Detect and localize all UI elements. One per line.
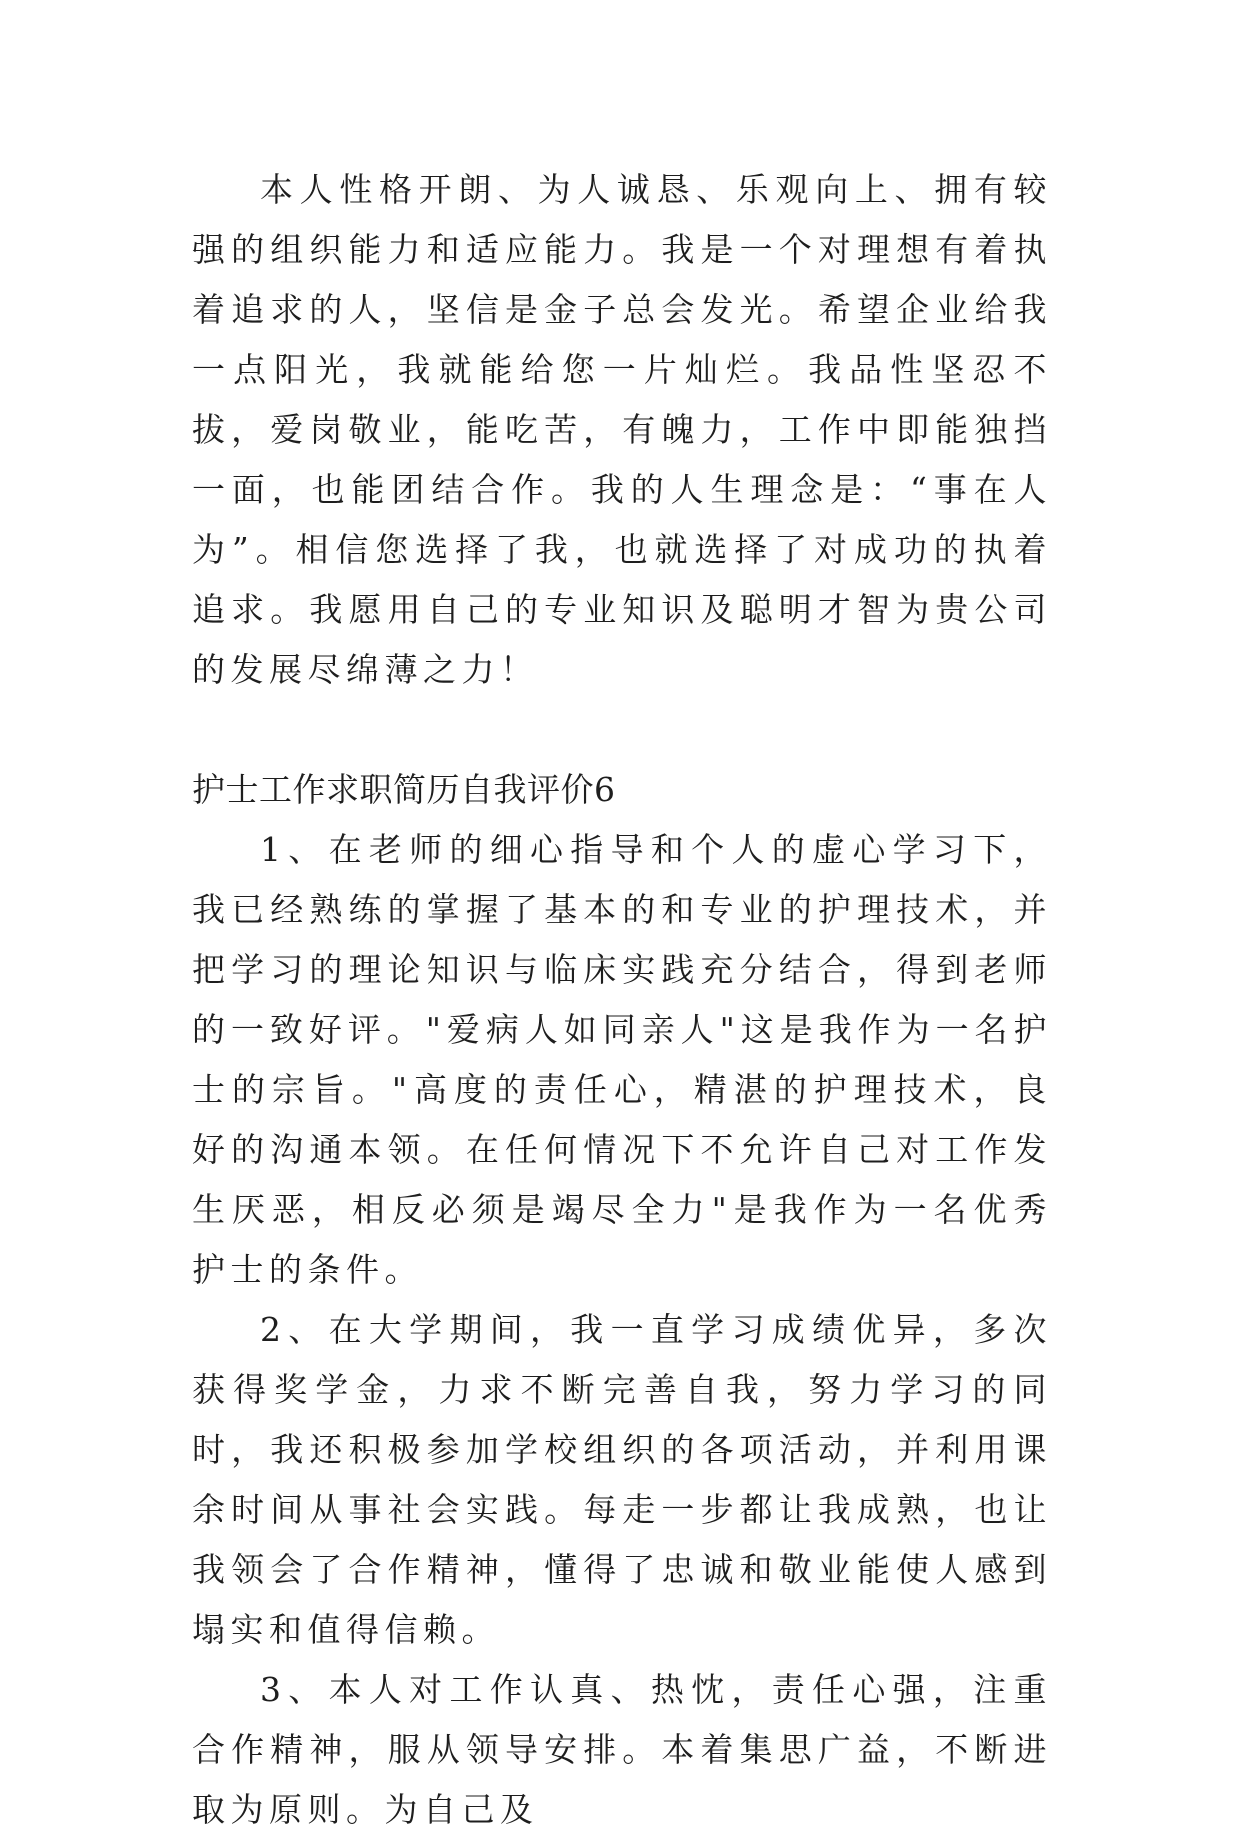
paragraph-self-evaluation: 本人性格开朗、为人诚恳、乐观向上、拥有较强的组织能力和适应能力。我是一个对理想有着执着追求的人，坚信是金子总会发光。希望企业给我一点阳光，我就能给您一片灿烂。我品性坚忍不拔，爱岗敬业，能吃苦，有魄力，工作中即能独挡一面，也能团结合作。我的人生理念是：“事在人为”。相信您选择了我，也就选择了对成功的执着追求。我愿用自己的专业知识及聪明才智为贵公司的发展尽绵薄之力！ <box>192 170 1052 689</box>
paragraph-item-3: 3、本人对工作认真、热忱，责任心强，注重合作精神，服从领导安排。本着集思广益，不断进取为原则。为自己及 <box>192 1670 1052 1829</box>
document-body <box>192 160 1052 1840</box>
paragraph-item-1: 1、在老师的细心指导和个人的虚心学习下，我已经熟练的掌握了基本的和专业的护理技术，并把学习的理论知识与临床实践充分结合，得到老师的一致好评。"爱病人如同亲人"这是我作为一名护士的宗旨。"高度的责任心，精湛的护理技术，良好的沟通本领。在任何情况下不允许自己对工作发生厌恶，相反必须是竭尽全力"是我作为一名优秀护士的条件。 <box>192 830 1052 1289</box>
paragraph-item-2: 2、在大学期间，我一直学习成绩优异，多次获得奖学金，力求不断完善自我，努力学习的同时，我还积极参加学校组织的各项活动，并利用课余时间从事社会实践。每走一步都让我成熟，也让我领会了合作精神，懂得了忠诚和敬业能使人感到塌实和值得信赖。 <box>192 1310 1052 1649</box>
section-heading: 护士工作求职简历自我评价6 <box>192 770 616 809</box>
